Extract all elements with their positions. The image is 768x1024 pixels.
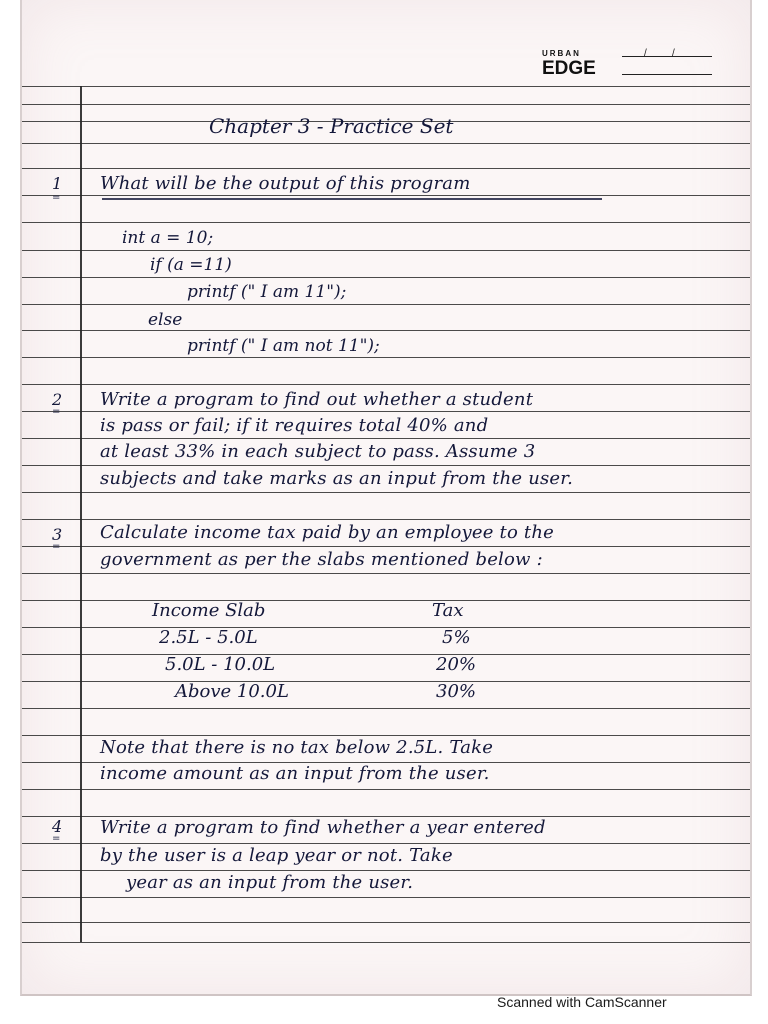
code-line: int a = 10;	[122, 228, 214, 248]
rule-line	[22, 250, 750, 251]
rule-line	[22, 942, 750, 943]
rule-line	[22, 222, 750, 223]
rule-line	[22, 519, 750, 520]
table-cell: 5%	[442, 627, 471, 648]
code-line: printf (" I am 11");	[187, 282, 347, 302]
code-line: printf (" I am not 11");	[187, 336, 380, 356]
table-header: Income Slab	[152, 600, 266, 621]
date-line	[622, 48, 712, 59]
code-line: else	[148, 310, 183, 330]
rule-line	[22, 195, 750, 196]
margin-line	[80, 86, 82, 942]
rule-line	[22, 277, 750, 278]
rule-line	[22, 330, 750, 331]
question-2-line: Write a program to find out whether a student	[100, 389, 534, 410]
notebook-page	[20, 0, 752, 996]
rule-line	[22, 465, 750, 466]
question-mark: =	[52, 833, 61, 844]
question-3-line: government as per the slabs mentioned below :	[100, 549, 543, 570]
rule-line	[22, 143, 750, 144]
rule-line	[22, 627, 750, 628]
rule-line	[22, 411, 750, 412]
rule-line	[22, 922, 750, 923]
brand-name: EDGE	[542, 58, 596, 79]
rule-line	[22, 681, 750, 682]
question-number: 2	[52, 390, 63, 409]
brand-tagline: URBAN	[542, 49, 581, 58]
date-slash: /	[672, 48, 675, 59]
rule-line	[22, 789, 750, 790]
question-number: 4	[52, 817, 63, 836]
question-4-line: by the user is a leap year or not. Take	[100, 845, 453, 866]
rule-line	[22, 384, 750, 385]
question-2-line: subjects and take marks as an input from the user.	[100, 468, 574, 489]
rule-line	[22, 897, 750, 898]
question-4-line: year as an input from the user.	[126, 872, 414, 893]
rule-line	[22, 573, 750, 574]
rule-line	[22, 104, 750, 105]
question-number: 1	[52, 174, 63, 193]
question-underline	[102, 198, 602, 200]
day-line	[622, 74, 712, 75]
note-line: Note that there is no tax below 2.5L. Take	[100, 737, 494, 758]
table-cell: Above 10.0L	[175, 681, 289, 702]
table-cell: 30%	[436, 681, 477, 702]
question-mark: =	[52, 406, 61, 417]
code-line: if (a =11)	[150, 255, 232, 275]
table-cell: 2.5L - 5.0L	[159, 627, 258, 648]
rule-line	[22, 357, 750, 358]
page-title: Chapter 3 - Practice Set	[209, 114, 454, 138]
note-line: income amount as an input from the user.	[100, 763, 490, 784]
rule-line	[22, 304, 750, 305]
question-2-line: at least 33% in each subject to pass. Assume 3	[100, 441, 536, 462]
rule-line	[22, 86, 750, 87]
rule-line	[22, 654, 750, 655]
date-slash: /	[644, 48, 647, 59]
rule-line	[22, 492, 750, 493]
question-1-line: What will be the output of this program	[100, 173, 471, 194]
question-mark: =	[52, 192, 61, 203]
scanner-watermark: Scanned with CamScanner	[497, 994, 667, 1010]
rule-line	[22, 438, 750, 439]
table-header: Tax	[432, 600, 464, 621]
rule-line	[22, 168, 750, 169]
table-cell: 5.0L - 10.0L	[165, 654, 276, 675]
rule-line	[22, 843, 750, 844]
question-4-line: Write a program to find whether a year entered	[100, 817, 546, 838]
rule-line	[22, 870, 750, 871]
rule-line	[22, 708, 750, 709]
rule-line	[22, 600, 750, 601]
question-3-line: Calculate income tax paid by an employee to the	[100, 522, 554, 543]
question-mark: =	[52, 541, 61, 552]
rule-line	[22, 735, 750, 736]
question-2-line: is pass or fail; if it requires total 40% and	[100, 415, 489, 436]
brand-logo	[542, 49, 702, 81]
question-number: 3	[52, 525, 63, 544]
table-cell: 20%	[436, 654, 477, 675]
rule-line	[22, 546, 750, 547]
